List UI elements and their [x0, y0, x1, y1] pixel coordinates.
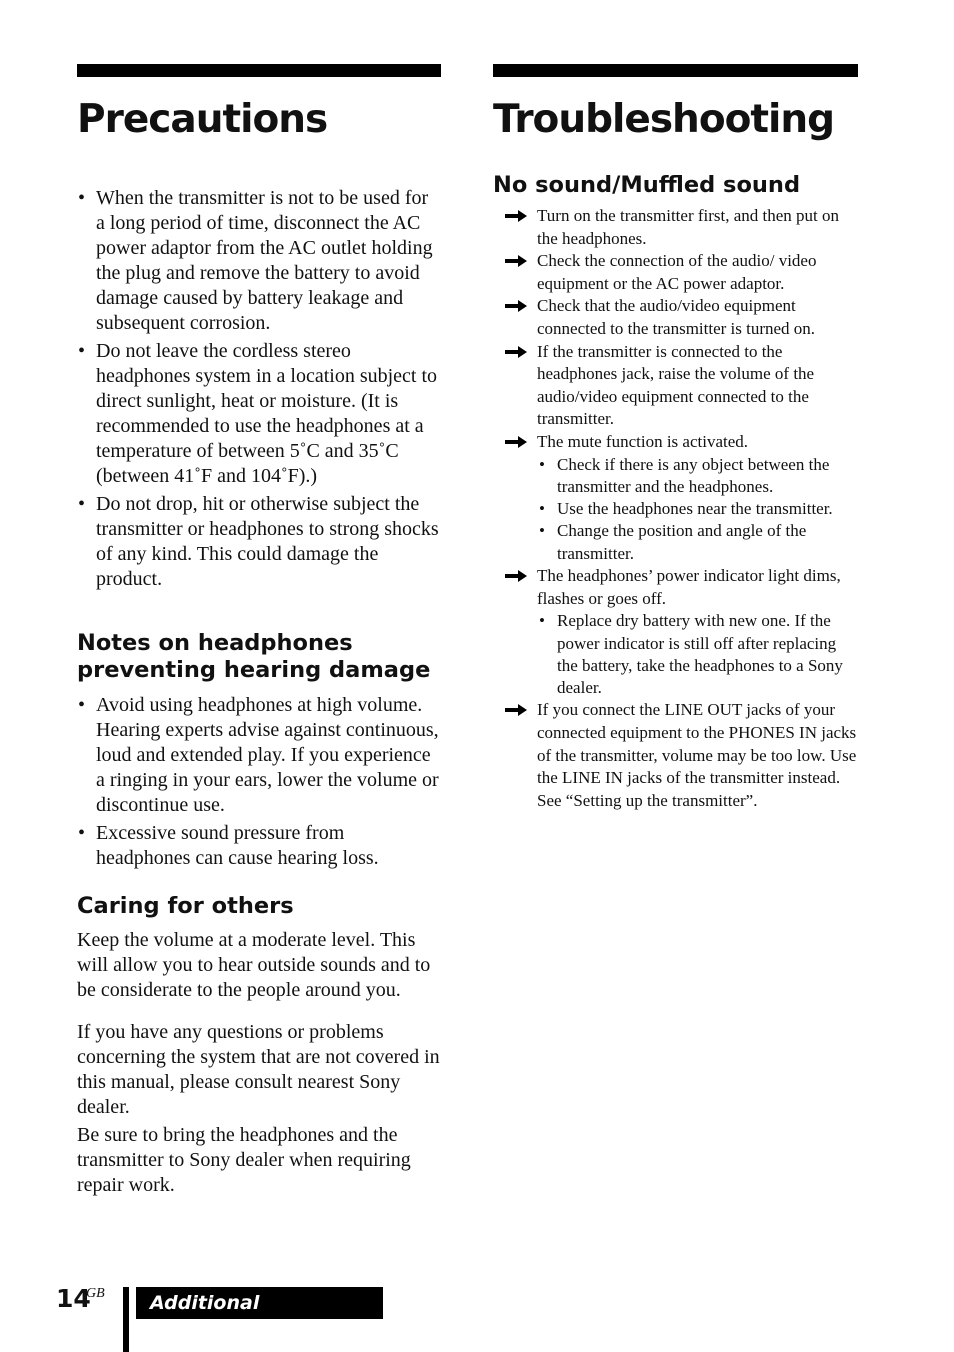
troubleshooting-item [505, 205, 858, 250]
sub-list [537, 610, 858, 699]
troubleshooting-item [505, 431, 858, 565]
repair-text: Be sure to bring the headphones and the transmitter to Sony dealer when requiring repair work. [77, 1124, 411, 1196]
arrow-right-icon [505, 570, 527, 582]
caring-text: Keep the volume at a moderate level. This will allow you to hear outside sounds and to be considerate to the people around you. [77, 929, 431, 1001]
arrow-right-icon [505, 300, 527, 312]
troubleshooting-item-text: If the transmitter is connected to the headphones jack, raise the volume of the audio/video equipment connected to the transmitter. [537, 341, 815, 429]
arrow-right-icon [505, 255, 527, 267]
arrow-right-icon [505, 210, 527, 222]
troubleshooting-list [493, 205, 858, 812]
notes-heading: Notes on headphones preventing hearing damage [77, 630, 431, 683]
troubleshooting-item [505, 341, 858, 431]
page-number-suffix: GB [86, 1286, 105, 1301]
sub-list-item: • Replace dry battery with new one. If the power indicator is still off after replacing the battery, take the headphones to a Sony dealer. [537, 610, 858, 699]
caring-heading: Caring for others [77, 893, 294, 919]
list-item: • Do not drop, hit or otherwise subject the transmitter or headphones to strong shocks of any kind. This could damage the product. [77, 492, 441, 592]
precautions-title: Precautions [77, 97, 328, 142]
arrow-right-icon [505, 346, 527, 358]
troubleshooting-item-text: The headphones’ power indicator light dims, flashes or goes off. [537, 566, 841, 608]
troubleshooting-item-text: Check that the audio/video equipment connected to the transmitter is turned on. [537, 296, 816, 338]
troubleshooting-item [505, 565, 858, 699]
precautions-list [77, 186, 441, 592]
page-number: 14 [56, 1284, 91, 1313]
sub-list [537, 454, 858, 565]
section-rule [493, 64, 858, 77]
sub-list-item: • Change the position and angle of the transmitter. [537, 520, 858, 565]
list-item: • Do not leave the cordless stereo headphones system in a location subject to direct sunlight, heat or moisture. (It is recommended to use the headphones at a temperature of between 5˚C and 35˚C (between 41˚F and 104˚F).) [77, 339, 441, 489]
sub-list-item: • Use the headphones near the transmitter. [537, 498, 858, 520]
troubleshooting-item [505, 699, 858, 812]
no-sound-heading: No sound/Muffled sound [493, 172, 801, 198]
list-item: • Avoid using headphones at high volume. Hearing experts advise against continuous, loud and extended play. If you experience a ringing in your ears, lower the volume or discontinue use. [77, 693, 441, 818]
troubleshooting-title: Troubleshooting [493, 97, 835, 142]
section-label: Additional information [136, 1287, 383, 1319]
sub-list-item: • Check if there is any object between the transmitter and the headphones. [537, 454, 858, 499]
troubleshooting-column [493, 64, 858, 812]
list-item: • When the transmitter is not to be used for a long period of time, disconnect the AC power adaptor from the AC outlet holding the plug and remove the battery to avoid damage caused by battery leakage and subsequent corrosion. [77, 186, 441, 336]
troubleshooting-item-text: If you connect the LINE OUT jacks of your connected equipment to the PHONES IN jacks of the transmitter, volume may be too low. Use the LINE IN jacks of the transmitter instead. See “Setting up the transmitter”. [537, 700, 857, 810]
troubleshooting-item-text: Check the connection of the audio/ video equipment or the AC power adaptor. [537, 251, 817, 293]
arrow-right-icon [505, 436, 527, 448]
section-rule [77, 64, 441, 77]
questions-text: If you have any questions or problems concerning the system that are not covered in this manual, please consult nearest Sony dealer. [77, 1021, 440, 1118]
arrow-right-icon [505, 704, 527, 716]
troubleshooting-item-text: Turn on the transmitter first, and then put on the headphones. [537, 206, 840, 248]
precautions-column [77, 64, 441, 1198]
troubleshooting-item [505, 295, 858, 340]
troubleshooting-item [505, 250, 858, 295]
troubleshooting-item-text: The mute function is activated. [537, 431, 749, 451]
list-item: • Excessive sound pressure from headphones can cause hearing loss. [77, 821, 441, 871]
footer-bar [123, 1287, 129, 1352]
notes-list [77, 693, 441, 871]
